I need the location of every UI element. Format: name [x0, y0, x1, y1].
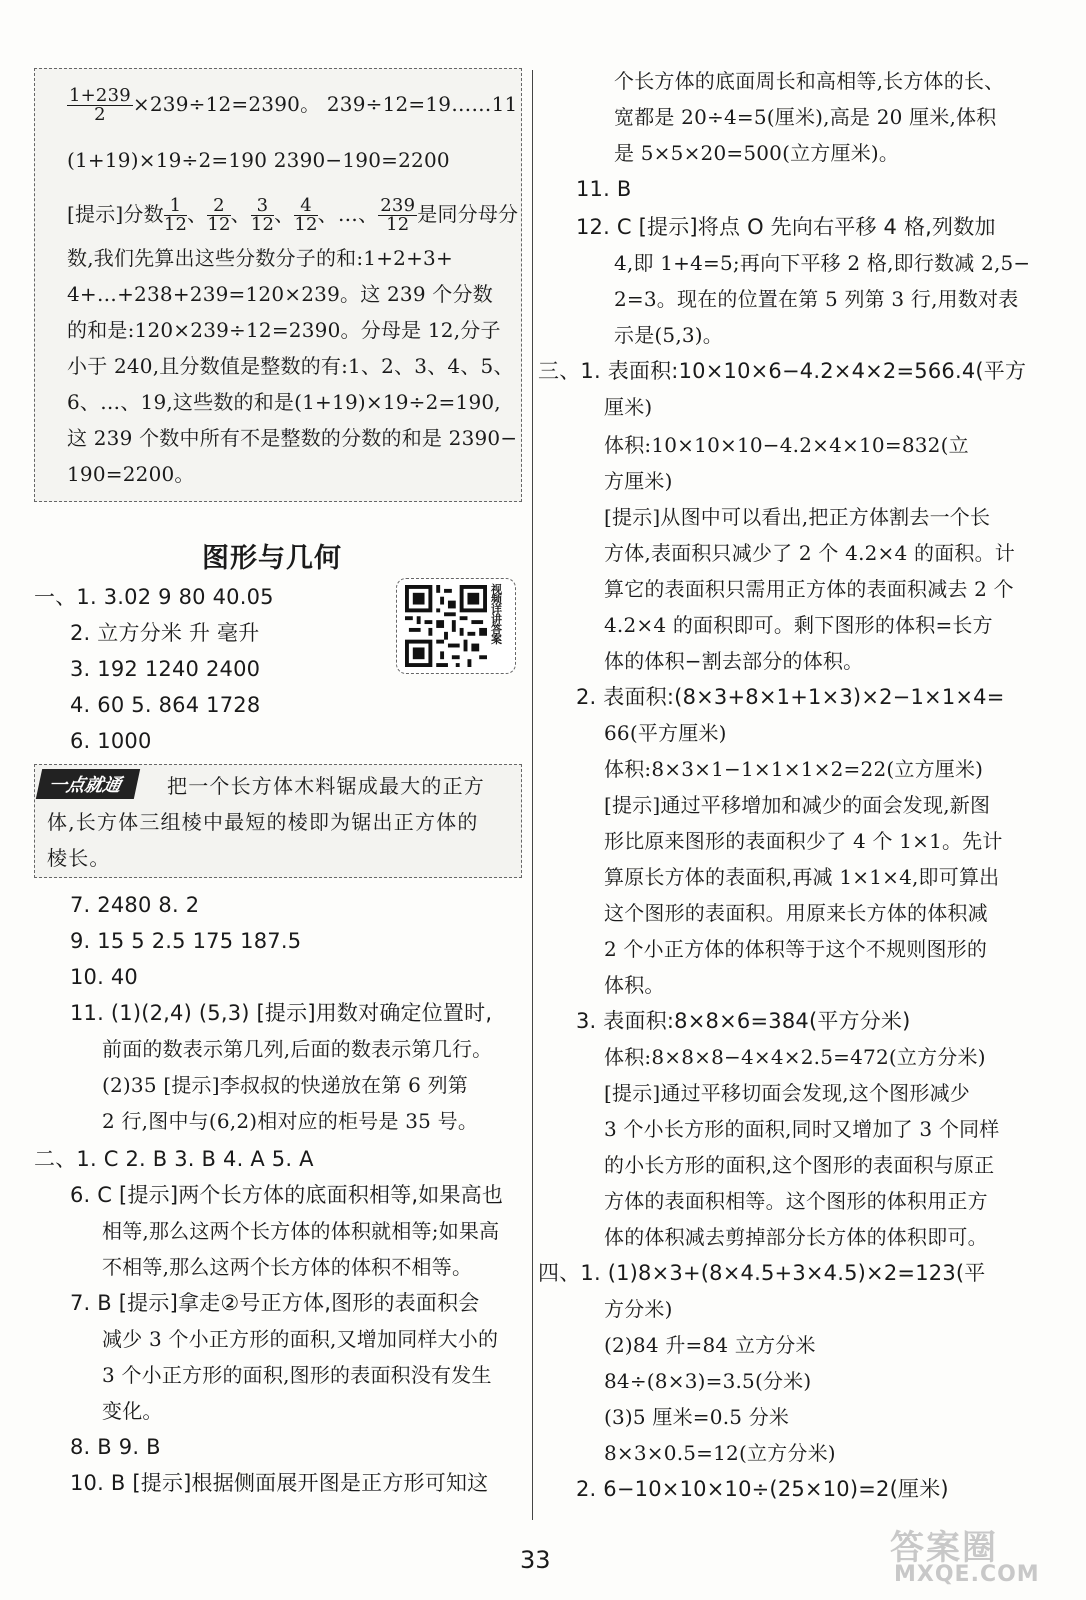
answer-line: [提示]通过平移增加和减少的面会发现,新图 [604, 793, 991, 817]
answer-line: 变化。 [102, 1399, 163, 1423]
answer-line: 9. 15 5 2.5 175 187.5 [70, 929, 302, 953]
answer-line: 这个图形的表面积。用原来长方体的体积减 [604, 901, 988, 925]
answer-line: 7. B [提示]拿走②号正方体,图形的表面积会 [70, 1291, 480, 1315]
answer-line: 2. 表面积:(8×3+8×1+1×3)×2−1×1×4= [576, 685, 1005, 709]
watermark [880, 1520, 1070, 1590]
answer-line: 2. 6−10×10×10÷(25×10)=2(厘米) [576, 1477, 949, 1501]
tip-line: 把一个长方体木料锯成最大的正方 [167, 774, 485, 798]
tip-box [34, 764, 522, 878]
answer-line: (3)5 厘米=0.5 分米 [604, 1405, 790, 1429]
answer-line: 方体,表面积只减少了 2 个 4.2×4 的面积。计 [604, 541, 1016, 565]
box-line: 这 239 个数中所有不是整数的分数的和是 2390− [67, 426, 518, 450]
fraction: $\frac{3}{12}$ [250, 195, 275, 235]
solution-box [34, 68, 522, 502]
answer-line: 7. 2480 8. 2 [70, 893, 200, 917]
answer-line: 2=3。现在的位置在第 5 列第 3 行,用数对表 [614, 287, 1019, 311]
answer-line: [提示]从图中可以看出,把正方体割去一个长 [604, 505, 991, 529]
page-number: 33 [520, 1546, 551, 1574]
watermark-url: MXQE.COM [894, 1562, 1040, 1587]
watermark-logo-text: 答案圈 [890, 1528, 998, 1568]
answer-line: 3. 192 1240 2400 [70, 657, 261, 681]
answer-line: 相等,那么这两个长方体的体积就相等;如果高 [102, 1219, 500, 1243]
box-line-2: (1+19)×19÷2=190 2390−190=2200 [67, 148, 450, 172]
answer-line: 是 5×5×20=500(立方厘米)。 [614, 141, 900, 165]
answer-line: 体的体积减去剪掉部分长方体的体积即可。 [604, 1225, 988, 1249]
box-line: 4+…+238+239=120×239。这 239 个分数 [67, 282, 493, 306]
answer-line: 体积:8×8×8−4×4×2.5=472(立方分米) [604, 1045, 986, 1069]
answer-line: 算原长方体的表面积,再减 1×1×4,即可算出 [604, 865, 1000, 889]
fraction: $\frac{4}{12}$ [294, 195, 318, 235]
answer-line: 6. C [提示]两个长方体的底面积相等,如果高也 [70, 1183, 504, 1207]
fraction: $\frac{1+239}{2}$ [69, 85, 131, 125]
answer-line: 2 个小正方体的体积等于这个不规则图形的 [604, 937, 988, 961]
answer-line: 前面的数表示第几列,后面的数表示第几行。 [102, 1037, 493, 1061]
answer-line: 84÷(8×3)=3.5(分米) [604, 1369, 812, 1393]
answer-line: 形比原来图形的表面积少了 4 个 1×1。先计 [604, 829, 1003, 853]
tip-line: 棱长。 [47, 846, 111, 870]
answer-line: 方体的表面积相等。这个图形的体积用正方 [604, 1189, 988, 1213]
tip-tag: 一点就通 [36, 769, 140, 799]
answer-line: 12. C [提示]将点 O 先向右平移 4 格,列数加 [576, 215, 996, 239]
column-divider [532, 70, 533, 1520]
answer-line: 示是(5,3)。 [614, 323, 724, 347]
answer-line: 体积:8×3×1−1×1×1×2=22(立方厘米) [604, 757, 984, 781]
box-line: 190=2200。 [67, 462, 195, 486]
answer-line: 6. 1000 [70, 729, 152, 753]
box-line: 的和是:120×239÷12=2390。分母是 12,分子 [67, 318, 501, 342]
answer-line: 10. 40 [70, 965, 138, 989]
answer-line: 体的体积−割去部分的体积。 [604, 649, 864, 673]
answer-line: 方厘米) [604, 469, 673, 493]
answer-line: 体积:10×10×10−4.2×4×10=832(立 [604, 433, 969, 457]
answer-line: 10. B [提示]根据侧面展开图是正方形可知这 [70, 1471, 489, 1495]
box-line-1: $\frac{1+239}{2}$ ×239÷12=2390。 239÷12=19……11 [69, 85, 518, 125]
answer-line: 3. 表面积:8×8×6=384(平方分米) [576, 1009, 911, 1033]
answer-line: 方分米) [604, 1297, 673, 1321]
answer-line: 算它的表面积只需用正方体的表面积减去 2 个 [604, 577, 1014, 601]
answer-line: 一、1. 3.02 9 80 40.05 [34, 585, 274, 609]
fraction: $\frac{239}{12}$ [380, 195, 416, 235]
box-line-3: [提示]分数 $\frac{1}{12}$ 、 $\frac{2}{12}$ 、 $\frac{3}{12}$ 、 $\frac{4}{12}$ 、…、 $\frac{239}{12}$ 是同分母分 [67, 195, 519, 235]
answer-line: 11. B [576, 177, 632, 201]
box-line: 数,我们先算出这些分数分子的和:1+2+3+ [67, 246, 453, 270]
answer-line: 个长方体的底面周长和高相等,长方体的长、 [614, 69, 1005, 93]
answer-line: 8×3×0.5=12(立方分米) [604, 1441, 836, 1465]
answer-line: [提示]通过平移切面会发现,这个图形减少 [604, 1081, 970, 1105]
qr-code-icon[interactable] [405, 585, 487, 667]
answer-line: 2. 立方分米 升 毫升 [70, 621, 260, 645]
box-line: 小于 240,且分数值是整数的有:1、2、3、4、5、 [67, 354, 514, 378]
answer-line: 4. 60 5. 864 1728 [70, 693, 261, 717]
answer-line: 体积。 [604, 973, 665, 997]
answer-line: 四、1. (1)8×3+(8×4.5+3×4.5)×2=123(平 [538, 1261, 986, 1285]
answer-line: 4,即 1+4=5;再向下平移 2 格,即行数减 2,5− [614, 251, 1031, 275]
qr-card[interactable] [396, 578, 516, 674]
answer-line: 4.2×4 的面积即可。剩下图形的体积=长方 [604, 613, 993, 637]
fraction: $\frac{1}{12}$ [163, 195, 188, 235]
answer-line: 8. B 9. B [70, 1435, 161, 1459]
answer-line: 厘米) [604, 395, 653, 419]
answer-line: 宽都是 20÷4=5(厘米),高是 20 厘米,体积 [614, 105, 997, 129]
answer-line: (2)84 升=84 立方分米 [604, 1333, 816, 1357]
answer-line: 二、1. C 2. B 3. B 4. A 5. A [34, 1147, 314, 1171]
box-line: 6、…、19,这些数的和是(1+19)×19÷2=190, [67, 390, 501, 414]
answer-line: 3 个小正方形的面积,图形的表面积没有发生 [102, 1363, 492, 1387]
answer-line: 66(平方厘米) [604, 721, 727, 745]
answer-line: 的小长方形的面积,这个图形的表面积与原正 [604, 1153, 995, 1177]
qr-caption: 视频详讲答案 [491, 583, 502, 646]
answer-line: 2 行,图中与(6,2)相对应的柜号是 35 号。 [102, 1109, 479, 1133]
answer-line: 减少 3 个小正方形的面积,又增加同样大小的 [102, 1327, 499, 1351]
answer-line: (2)35 [提示]李叔叔的快递放在第 6 列第 [102, 1073, 468, 1097]
answer-line: 三、1. 表面积:10×10×6−4.2×4×2=566.4(平方 [538, 359, 1027, 383]
section-heading: 图形与几何 [202, 543, 342, 574]
tip-line: 体,长方体三组棱中最短的棱即为锯出正方体的 [47, 810, 479, 834]
fraction: $\frac{2}{12}$ [207, 195, 231, 235]
answer-line: 不相等,那么这两个长方体的体积不相等。 [102, 1255, 473, 1279]
answer-line: 3 个小长方形的面积,同时又增加了 3 个同样 [604, 1117, 1000, 1141]
answer-line: 11. (1)(2,4) (5,3) [提示]用数对确定位置时, [70, 1001, 493, 1025]
